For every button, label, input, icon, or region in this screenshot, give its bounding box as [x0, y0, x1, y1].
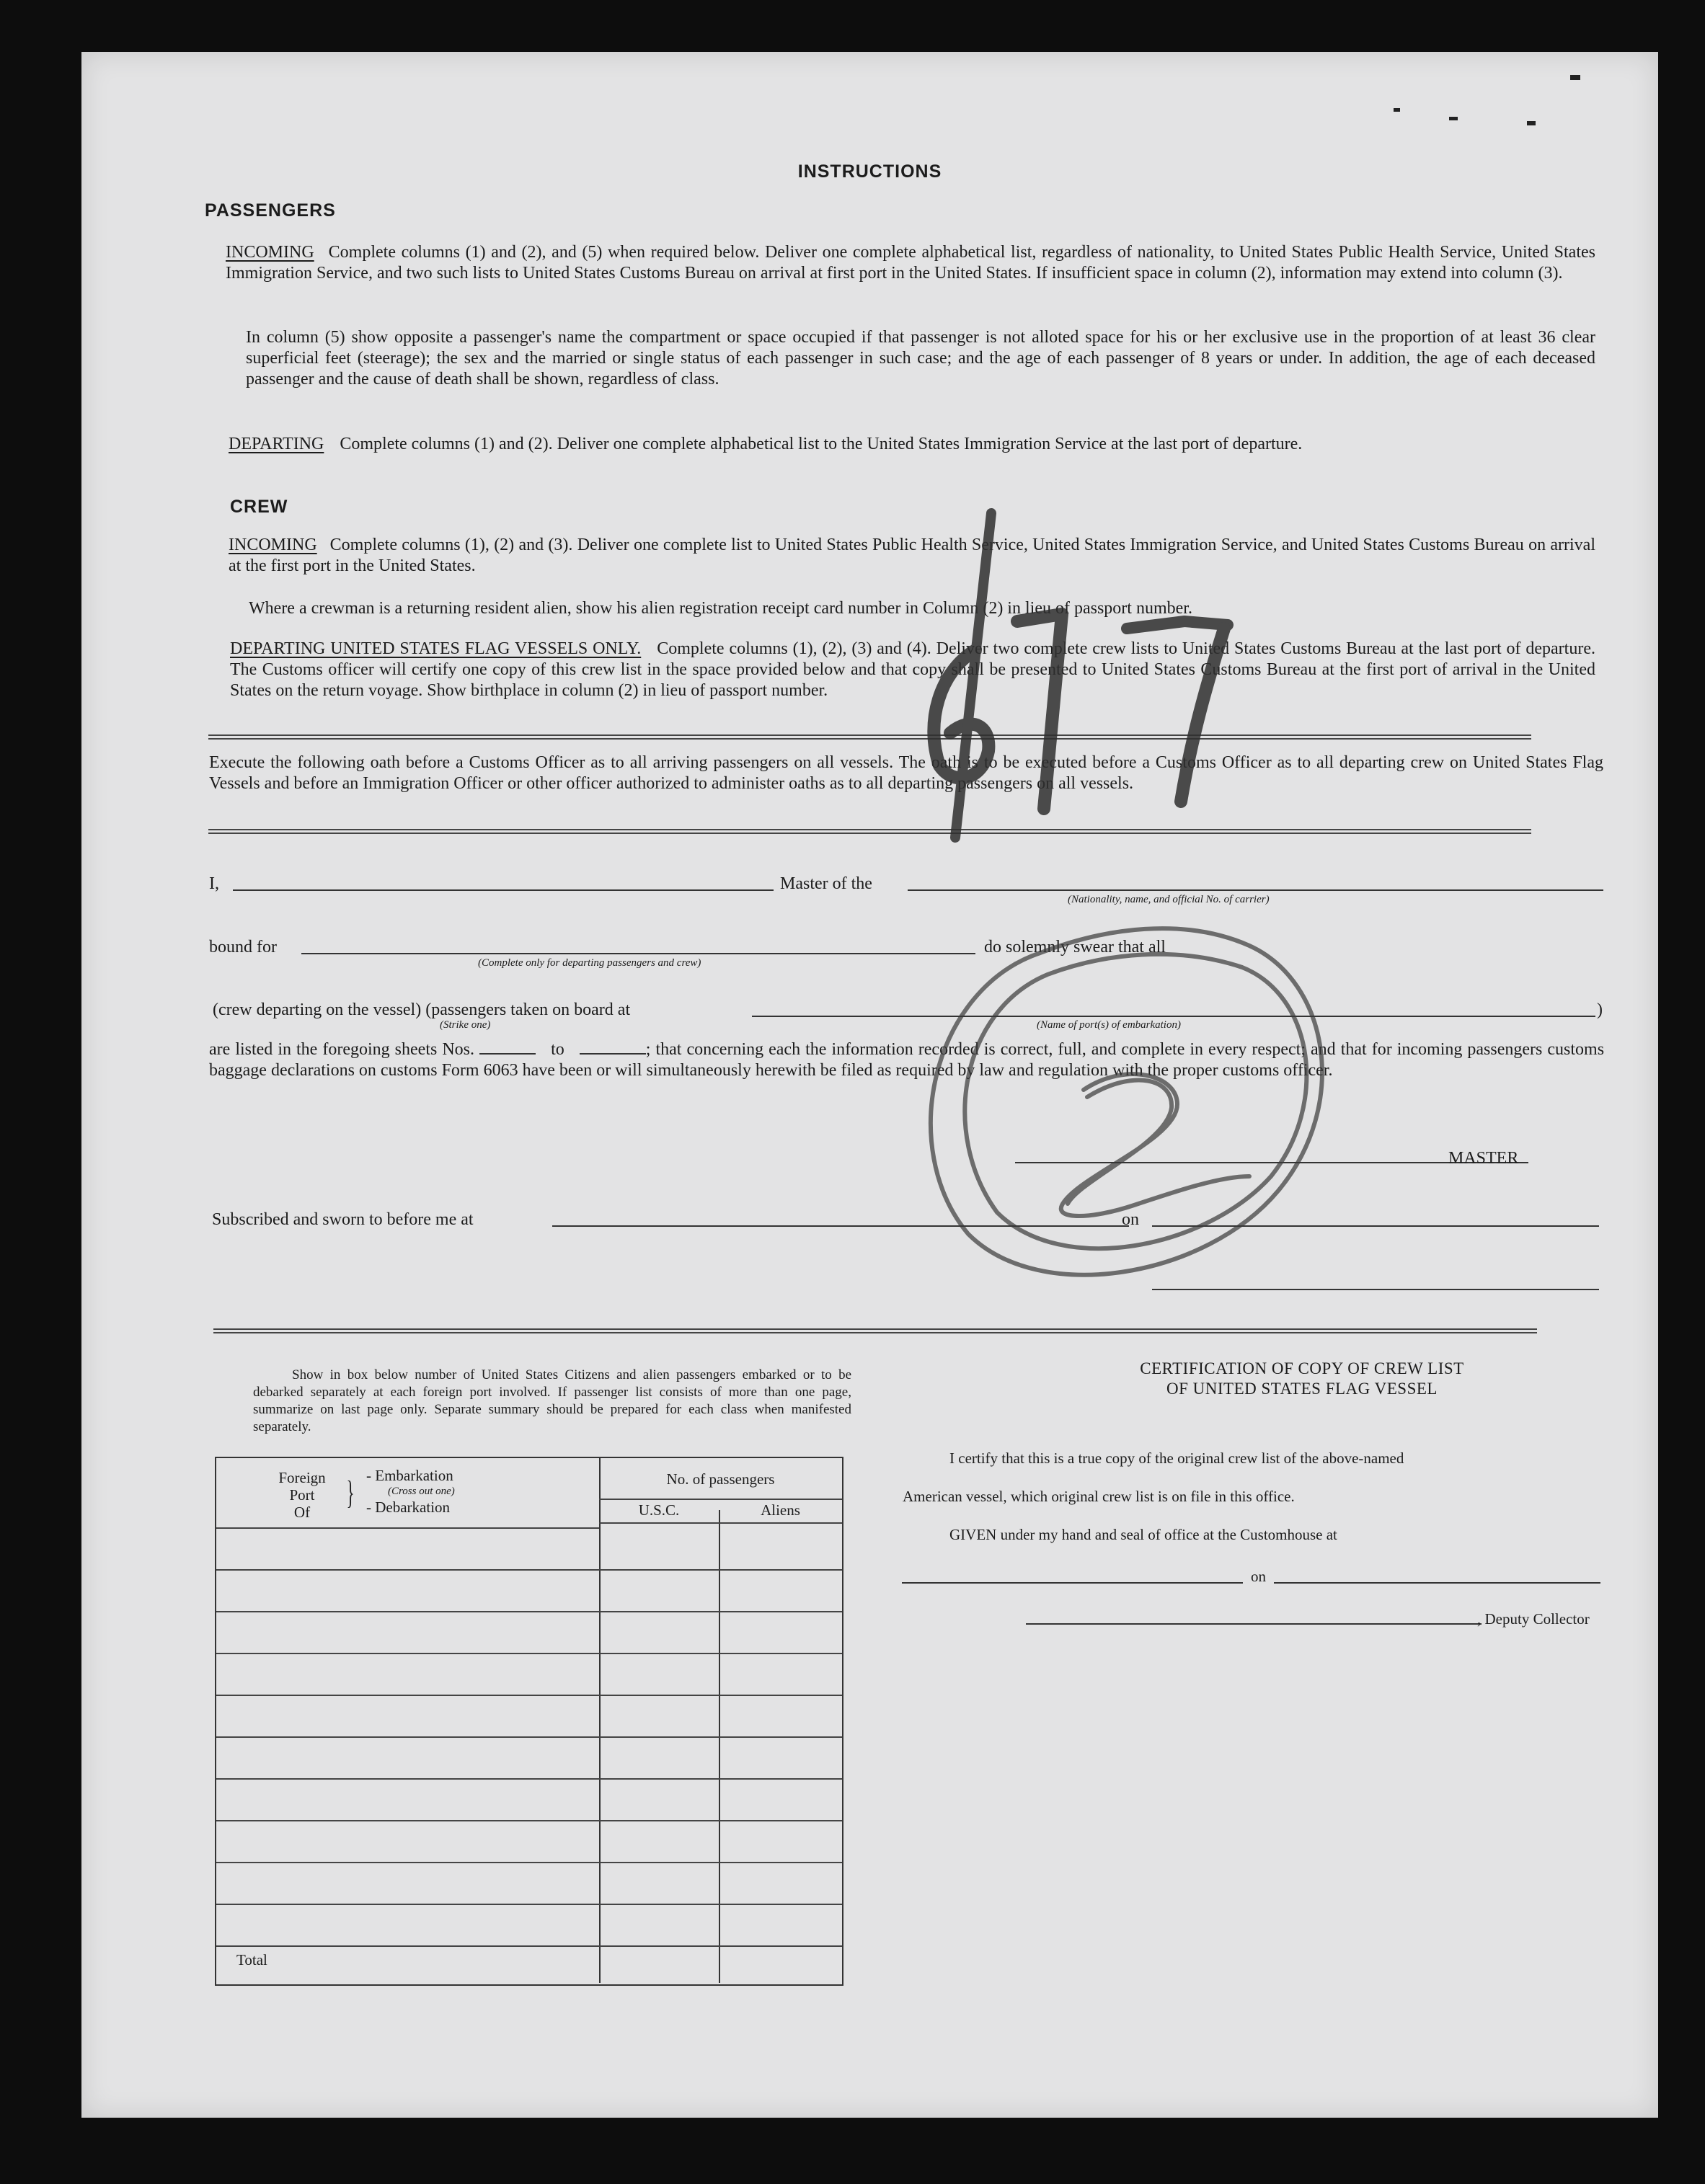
oath-instructions: Execute the following oath before a Customs Officer as to all arriving passengers on all vessels. The oath is to be executed before a Customs Officer as to all departing crew on United States Flag Vessels and before an Immigration Officer or other officer authorized to administer oaths as to all departing passengers on all vessels.	[209, 753, 1603, 793]
crew-heading: CREW	[230, 497, 288, 517]
header-foreign: Foreign	[278, 1469, 326, 1486]
cert-on-label: on	[1251, 1568, 1266, 1585]
usc-header: U.S.C.	[638, 1501, 680, 1519]
header-of: Of	[293, 1504, 311, 1521]
master-label: MASTER	[1448, 1149, 1519, 1168]
sheets-rest: ; that concerning each the information recorded is correct, full, and complete in every respect; and that for incoming passengers customs baggage declarations on customs Form 6063 have been or will simultaneously herewith be filed as required by law and regulation with the proper customs officer.	[209, 1040, 1605, 1080]
bound-for-label: bound for	[209, 938, 277, 956]
summary-instructions: Show in box below number of United States Citizens and alien passengers embarked or to be debarked separately at each foreign port involved. If passenger list consists of more than one page, summarize on last page only. Separate summary should be prepared for each class when manifested separately.	[253, 1367, 851, 1434]
subscribed-label: Subscribed and sworn to before me at	[212, 1210, 474, 1229]
close-paren: )	[1597, 1000, 1603, 1019]
on-label: on	[1122, 1210, 1139, 1229]
column5-paragraph: In column (5) show opposite a passenger's name the compartment or space occupied if that passenger is not alloted space for his or her exclusive use in the proportion of at least 36 clear superficial feet (steerage); the sex and the married or single status of each passenger in such case; and the age of each passenger of 8 years or under. In addition, the age of each deceased passenger and the cause of death shall be shown, regardless of class.	[246, 328, 1595, 389]
no-of-passengers-header: No. of passengers	[666, 1470, 775, 1488]
crew-departing-label: DEPARTING UNITED STATES FLAG VESSELS ONLY.	[230, 639, 642, 658]
incoming-text: Complete columns (1) and (2), and (5) when required below. Deliver one complete alphabetical list, regardless of nationality, to United States Public Health Service, United States Immigration Service, and two such lists to United States Customs Bureau on arrival at first port in the United States. If insufficient space in column (2), information may extend into column (3).	[226, 243, 1595, 283]
strike-one-hint: (Strike one)	[440, 1019, 491, 1031]
crew-resident-paragraph: Where a crewman is a returning resident alien, show his alien registration receipt card number in Column (2) in lieu of passport number.	[249, 599, 1192, 618]
carrier-hint: (Nationality, name, and official No. of carrier)	[1068, 894, 1270, 905]
embarkation-label: - Embarkation	[366, 1467, 453, 1484]
total-label: Total	[236, 1951, 267, 1968]
incoming-label: INCOMING	[226, 243, 314, 262]
crew-departing-text: Complete columns (1), (2), (3) and (4). Deliver two complete crew lists to United States Customs Bureau at the last port of departure. The Customs officer will certify one copy of this crew list in the space provided below and that copy shall be presented to United States Customs Bureau at the first port of arrival in the United States on the return voyage. Show birthplace in column (2) in lieu of passport number.	[230, 639, 1595, 700]
crew-incoming-label: INCOMING	[229, 536, 317, 554]
aliens-header: Aliens	[761, 1501, 800, 1519]
port-hint: (Name of port(s) of embarkation)	[1037, 1019, 1181, 1031]
certify-line-2: American vessel, which original crew list is on file in this office.	[903, 1488, 1295, 1505]
sheets-start: are listed in the foregoing sheets Nos.	[209, 1040, 475, 1059]
cross-out-hint: (Cross out one)	[388, 1486, 455, 1497]
handwritten-number	[934, 513, 1228, 838]
given-text: GIVEN under my hand and seal of office at the Customhouse at	[949, 1526, 1337, 1543]
bound-for-hint: (Complete only for departing passengers and crew)	[478, 957, 701, 969]
swear-text: do solemnly swear that all	[984, 938, 1166, 956]
header-port: Port	[289, 1486, 315, 1504]
speck	[1394, 108, 1400, 112]
crew-passengers-text: (crew departing on the vessel) (passengers taken on board at	[213, 1000, 631, 1019]
certification-title-2: OF UNITED STATES FLAG VESSEL	[1166, 1380, 1438, 1398]
deputy-collector-label: , Deputy Collector	[1477, 1610, 1590, 1628]
handwriting-overlay	[81, 52, 1658, 2118]
master-of-the-label: Master of the	[780, 874, 872, 893]
speck	[1527, 121, 1536, 125]
speck	[1570, 75, 1580, 80]
departing-text: Complete columns (1) and (2). Deliver one complete alphabetical list to the United States Immigration Service at the last port of departure.	[340, 435, 1303, 453]
circled-mark	[931, 928, 1322, 1275]
i-label: I,	[209, 874, 219, 893]
speck	[1449, 117, 1458, 120]
certify-line-1: I certify that this is a true copy of the original crew list of the above-named	[949, 1450, 1404, 1467]
brace-icon: }	[346, 1474, 355, 1511]
crew-incoming-text: Complete columns (1), (2) and (3). Deliver one complete list to United States Public Health Service, United States Immigration Service, and United States Customs Bureau on arrival at the first port in the United States.	[229, 536, 1595, 575]
instructions-title: INSTRUCTIONS	[797, 161, 942, 182]
debarkation-label: - Debarkation	[366, 1499, 451, 1516]
to-label: to	[551, 1040, 564, 1059]
certification-title-1: CERTIFICATION OF COPY OF CREW LIST	[1140, 1359, 1464, 1377]
passengers-heading: PASSENGERS	[205, 200, 336, 221]
departing-label: DEPARTING	[229, 435, 324, 453]
form-page	[81, 52, 1658, 2118]
